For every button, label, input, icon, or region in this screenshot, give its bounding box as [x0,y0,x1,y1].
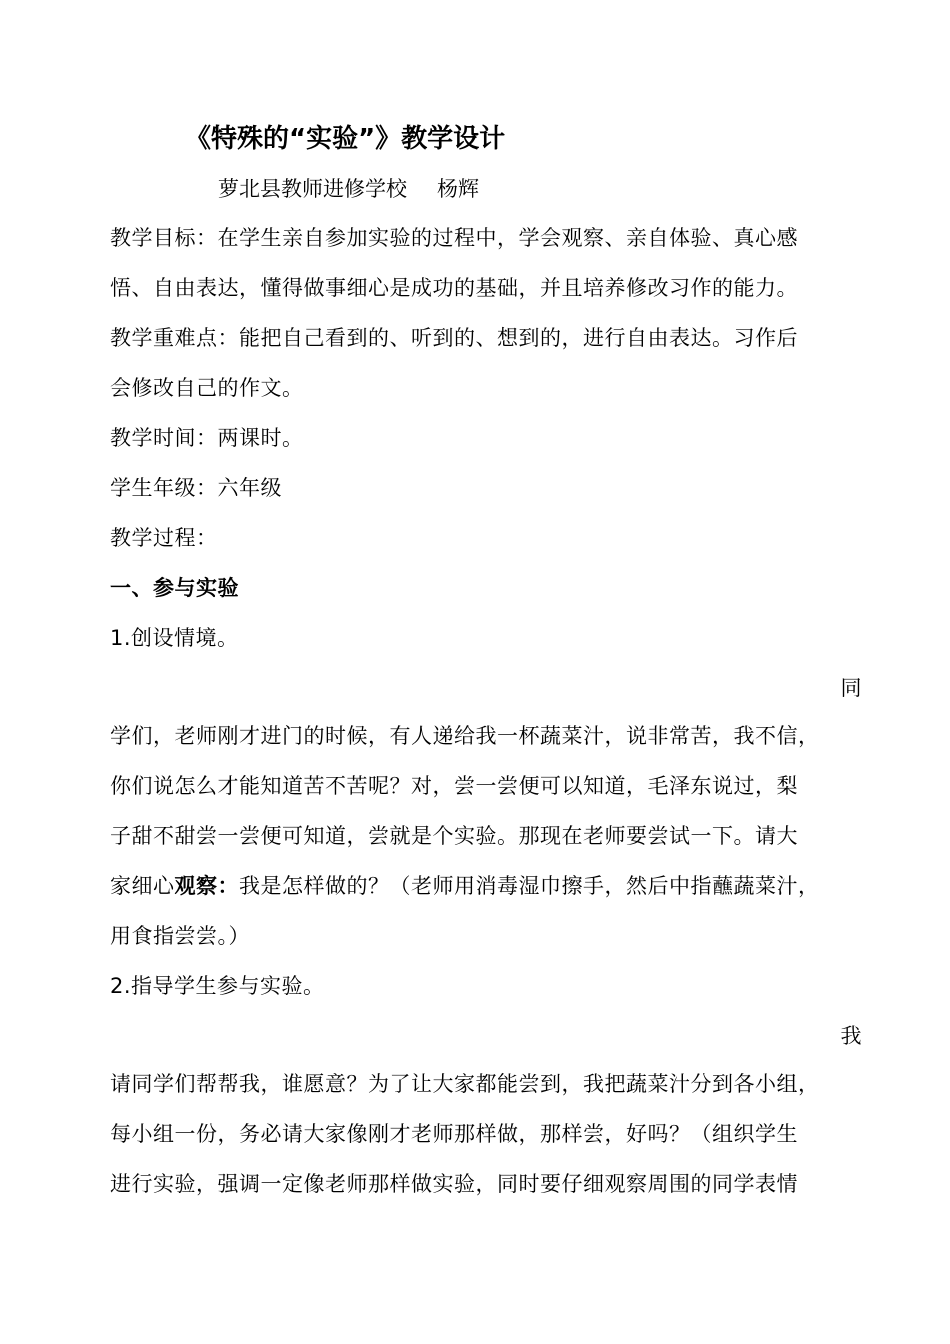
paragraph-line: 学们，老师刚才进门的时候，有人递给我一杯蔬菜汁，说非常苦，我不信， [110,724,820,748]
paragraph-line: 教学目标：在学生亲自参加实验的过程中，学会观察、亲自体验、真心感 [110,226,798,250]
paragraph-line: 同 [840,676,862,700]
paragraph-line: 请同学们帮帮我，谁愿意？为了让大家都能尝到，我把蔬菜汁分到各小组， [110,1072,820,1096]
paragraph-line: 学生年级：六年级 [110,476,282,500]
author-line [218,175,479,203]
paragraph-line: 你们说怎么才能知道苦不苦呢？对，尝一尝便可以知道，毛泽东说过，梨 [110,774,798,798]
section-heading: 一、参与实验 [110,576,239,600]
paragraph-line: 进行实验，强调一定像老师那样做实验，同时要仔细观察周围的同学表情 [110,1172,798,1196]
paragraph-line: 会修改自己的作文。 [110,376,304,400]
text-run: 我是怎样做的？（老师用消毒湿巾擦手，然后中指蘸蔬菜汁， [239,874,820,898]
paragraph-line: 教学时间：两课时。 [110,426,304,450]
text-run: 家细心 [110,874,175,898]
bold-text-run: 观察： [174,874,239,898]
author-school: 萝北县教师进修学校 [218,177,407,201]
paragraph-line: 子甜不甜尝一尝便可知道，尝就是个实验。那现在老师要尝试一下。请大 [110,824,798,848]
paragraph-line: 1.创设情境。 [110,626,239,650]
paragraph-line [110,872,862,900]
document-title: 《特殊的“实验”》教学设计 [185,124,506,154]
paragraph-line: 悟、自由表达，懂得做事细心是成功的基础，并且培养修改习作的能力。 [110,276,798,300]
paragraph-line: 我 [840,1024,862,1048]
paragraph-line: 每小组一份，务必请大家像刚才老师那样做，那样尝，好吗？（组织学生 [110,1122,798,1146]
paragraph-line: 用食指尝尝。） [110,924,250,948]
paragraph-line: 教学重难点：能把自己看到的、听到的、想到的，进行自由表达。习作后 [110,326,798,350]
paragraph-line: 2.指导学生参与实验。 [110,974,325,998]
paragraph-line: 教学过程： [110,526,218,550]
author-name: 杨辉 [437,177,479,201]
